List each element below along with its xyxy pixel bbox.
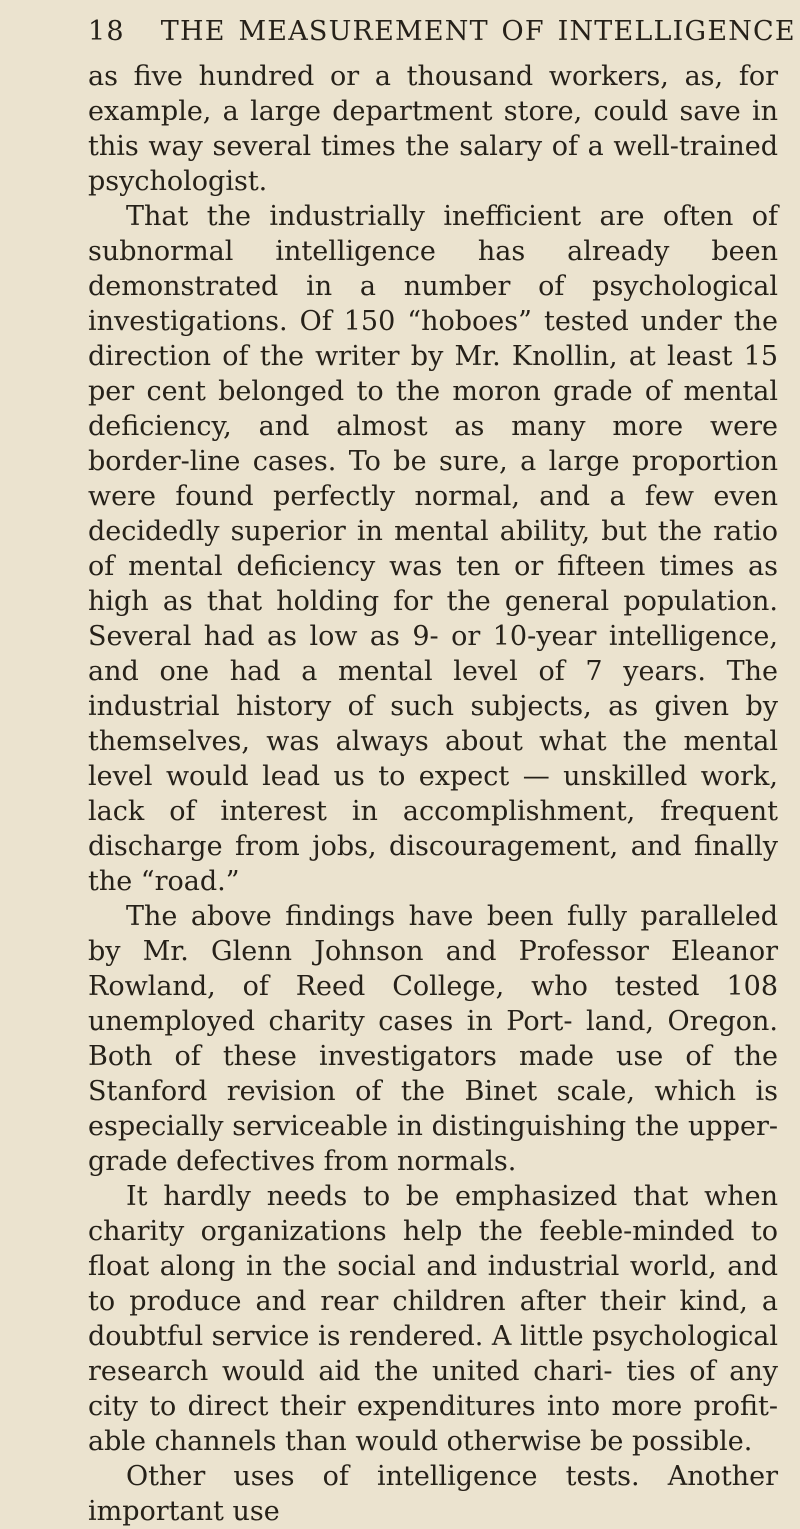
body-text	[88, 59, 778, 1529]
page-number: 18	[88, 16, 125, 47]
paragraph-portland-study: The above findings have been fully paralleled by Mr. Glenn Johnson and Professor Eleanor Rowland, of Reed College, who tested 108 unemployed charity cases in Port- land, Oregon. Both of these investigators made use of the Stanford revision of the Binet scale, which is especially serviceable in distinguishing the upper-grade defectives from normals.	[88, 901, 778, 1177]
running-head	[88, 11, 796, 53]
running-title: THE MEASUREMENT OF INTELLIGENCE	[160, 16, 796, 47]
paragraph-other-uses: Other uses of intelligence tests. Another important use	[88, 1461, 778, 1527]
paragraph-hoboes-study: That the industrially inefficient are often of subnormal intelligence has already been demonstrated in a number of psychological investigations. Of 150 “hoboes” tested under the direction of the writer by Mr. Knollin, at least 15 per cent belonged to the moron grade of mental deficiency, and almost as many more were border-line cases. To be sure, a large proportion were found perfectly normal, and a few even decidedly superior in mental ability, but the ratio of mental deficiency was ten or fifteen times as high as that holding for the general population. Several had as low as 9- or 10-year intelligence, and one had a mental level of 7 years. The industrial history of such subjects, as given by themselves, was always about what the mental level would lead us to expect — unskilled work, lack of interest in accomplishment, frequent discharge from jobs, discouragement, and finally the “road.”	[88, 201, 778, 897]
paragraph-charity-organizations: It hardly needs to be emphasized that when charity organizations help the feeble-minded to float along in the social and industrial world, and to produce and rear children after their kind, a doubtful service is rendered. A little psychological research would aid the united chari- ties of any city to direct their expenditures into more profit- able channels than would otherwise be possible.	[88, 1181, 778, 1457]
paragraph-continuation: as five hundred or a thousand workers, as, for example, a large department store, could save in this way several times the salary of a well-trained psychologist.	[88, 61, 778, 197]
